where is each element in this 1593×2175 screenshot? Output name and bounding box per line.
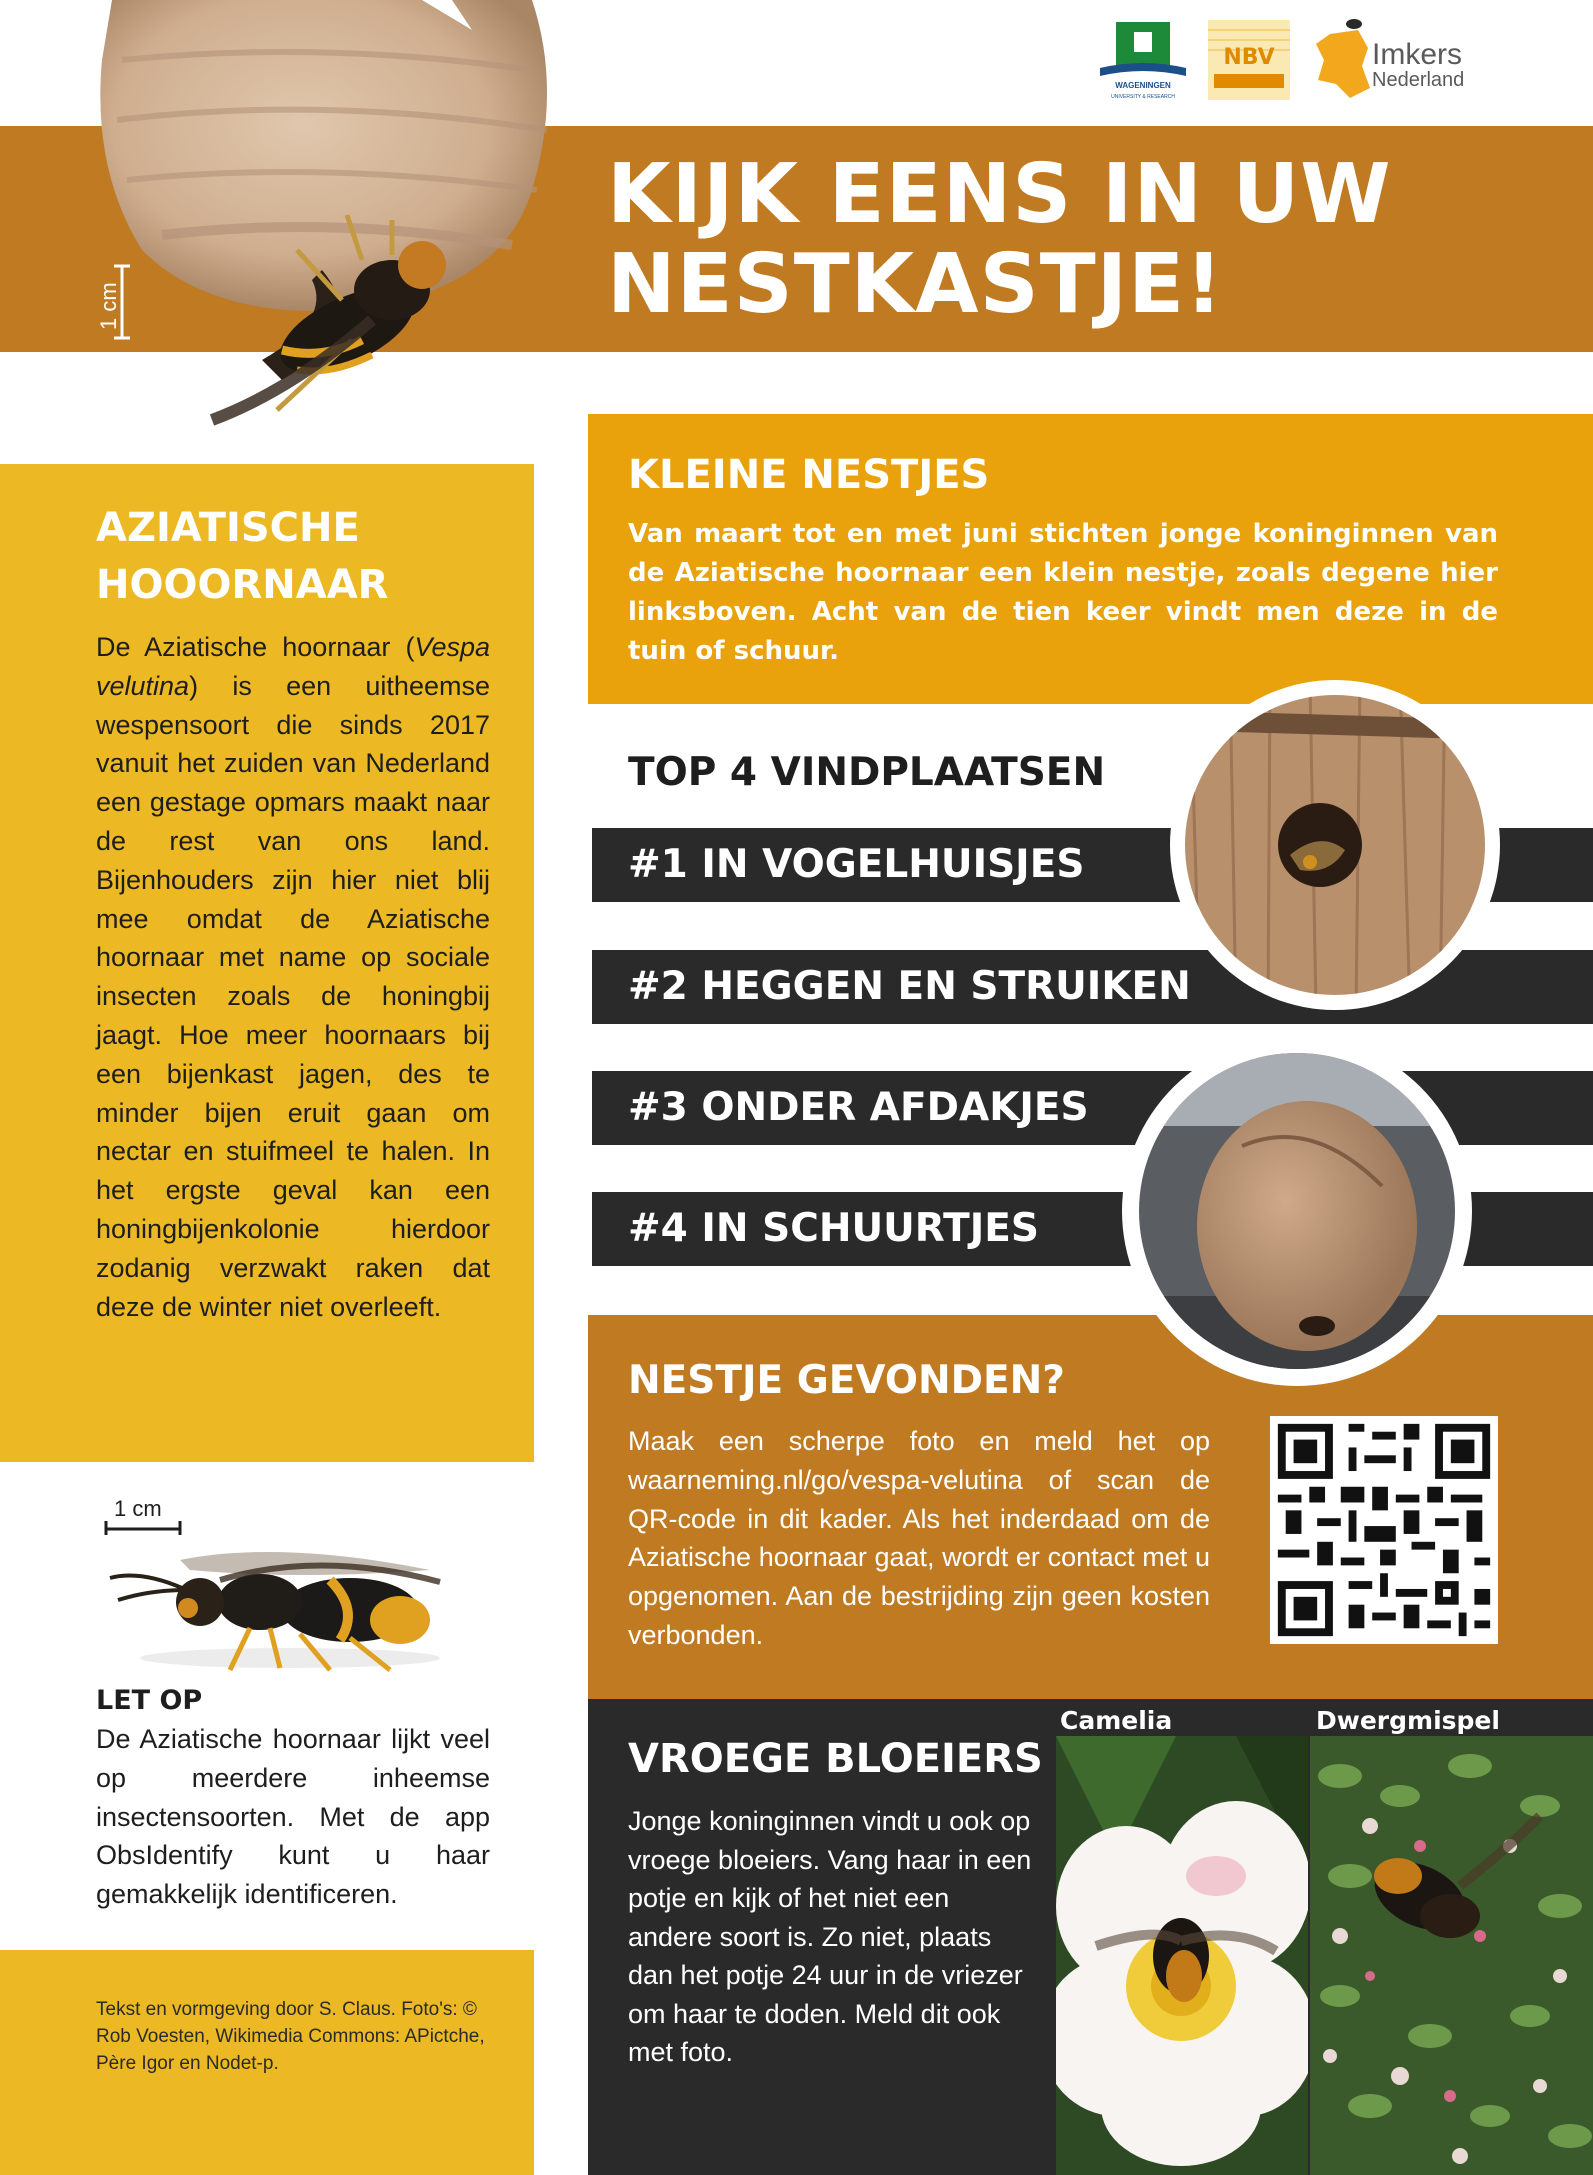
left-heading bbox=[96, 500, 516, 614]
species-name: Vespa velutina bbox=[96, 632, 490, 701]
photo-credits: Tekst en vormgeving door S. Claus. Foto's: © Rob Voesten, Wikimedia Commons: APictche, Père Igor en Nodet-p. bbox=[96, 1999, 485, 2074]
location-label-4: #4 IN SCHUURTJES bbox=[628, 1206, 1039, 1251]
birdhouse-photo bbox=[1170, 680, 1500, 1010]
imkers-logo-text: Imkers bbox=[1372, 38, 1462, 71]
dwergmispel-label: Dwergmispel bbox=[1316, 1706, 1500, 1735]
vroege-bloeiers-body: Jonge koninginnen vindt u ook op vroege bloeiers. Vang haar in een potje en kijk of het niet een andere soort is. Zo niet, plaats dan het potje 24 uur in de vriezer om haar te doden. Meld dit ook met foto. bbox=[628, 1806, 1032, 2067]
imkers-nederland-logo bbox=[1310, 14, 1480, 104]
page-title-line-1: KIJK EENS IN UW bbox=[607, 147, 1392, 242]
kleine-nestjes-heading: KLEINE NESTJES bbox=[628, 452, 990, 498]
wageningen-logo bbox=[1098, 18, 1188, 103]
left-body-text bbox=[96, 628, 490, 1326]
nestje-gevonden-body: Maak een scherpe foto en meld het op waarneming.nl/go/vespa-velutina of scan de QR-code in dit kader. Als het inderdaad om de Aziatische hoornaar gaat, wordt er contact met u opgenomen. Aan de bestrijding zijn geen kosten verbonden. bbox=[628, 1426, 1210, 1650]
wur-logo-subtext: UNIVERSITY & RESEARCH bbox=[1111, 94, 1175, 100]
nest-hornet-photo bbox=[92, 0, 562, 430]
left-heading-line-2: HOOORNAAR bbox=[96, 562, 389, 608]
nbv-logo-text: NBV bbox=[1223, 45, 1275, 70]
dwergmispel-photo bbox=[1310, 1736, 1593, 2175]
nederland-logo-text: Nederland bbox=[1372, 69, 1465, 91]
scale-label-mid: 1 cm bbox=[114, 1496, 162, 1521]
kleine-nestjes-body: Van maart tot en met juni stichten jonge koninginnen van de Aziatische hoornaar een klein nestje, zoals degene hier linksboven. Acht van de tien keer vindt men deze in de tuin of schuur. bbox=[628, 519, 1498, 666]
nbv-logo bbox=[1208, 20, 1290, 100]
top4-heading: TOP 4 VINDPLAATSEN bbox=[628, 750, 1106, 795]
location-label-2: #2 HEGGEN EN STRUIKEN bbox=[628, 964, 1191, 1009]
scale-label-top: 1 cm bbox=[96, 282, 121, 330]
qr-code[interactable] bbox=[1270, 1416, 1498, 1644]
page-title-line-2: NESTKASTJE! bbox=[607, 237, 1224, 332]
location-label-1: #1 IN VOGELHUISJES bbox=[628, 842, 1085, 887]
left-heading-line-1: AZIATISCHE bbox=[96, 505, 360, 551]
left-body-post: ) is een uitheemse wespensoort die sinds 2017 vanuit het zuiden van Nederland een gestage opmars maakt naar de rest van ons land. Bijenhouders zijn hier niet blij mee omdat de Aziatische hoornaar met name op sociale insecten zoals de honingbij jaagt. Hoe meer hoornaars bij een bijenkast jagen, des te minder bijen eruit gaan om nectar en stuifmeel te halen. In het ergste geval kan een honingbijenkolonie hierdoor zodanig verzwakt raken dat deze de winter niet overleeft. bbox=[96, 670, 490, 1322]
let-op-heading: LET OP bbox=[96, 1685, 203, 1716]
location-label-3: #3 ONDER AFDAKJES bbox=[628, 1085, 1089, 1130]
hornet-photo bbox=[100, 1510, 472, 1680]
let-op-body: De Aziatische hoornaar lijkt veel op meerdere inheemse insectensoorten. Met de app ObsIdentify kunt u haar gemakkelijk identificeren. bbox=[96, 1724, 490, 1910]
wur-logo-text: WAGENINGEN bbox=[1115, 81, 1171, 90]
vroege-bloeiers-heading: VROEGE BLOEIERS bbox=[628, 1736, 1043, 1782]
page-title bbox=[607, 147, 1507, 332]
left-body-pre: De Aziatische hoornaar ( bbox=[96, 632, 415, 662]
nest-under-roof-photo bbox=[1122, 1036, 1472, 1386]
camelia-photo bbox=[1056, 1736, 1308, 2175]
camelia-label: Camelia bbox=[1060, 1706, 1173, 1735]
nestje-gevonden-heading: NESTJE GEVONDEN? bbox=[628, 1358, 1065, 1403]
